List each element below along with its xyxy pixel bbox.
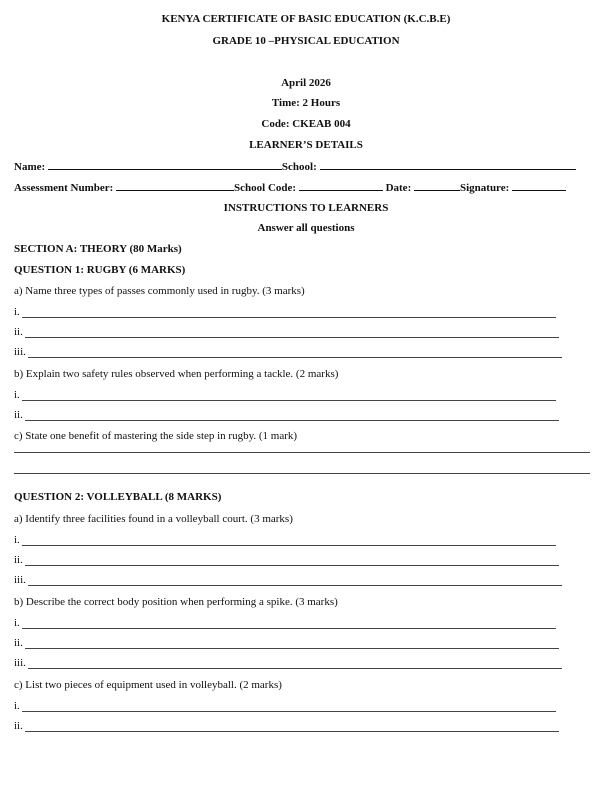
answer-line-1a-iii[interactable] (14, 346, 562, 358)
answer-rule (25, 557, 559, 566)
name-school-row (14, 160, 576, 173)
school-label: School: (281, 161, 317, 173)
assessment-number-label: Assessment Number: (14, 182, 114, 194)
assessment-row (14, 181, 566, 194)
answer-rule (22, 392, 556, 401)
school-field[interactable] (320, 160, 576, 170)
numeral-i: i. (14, 700, 20, 712)
assessment-number-field[interactable] (116, 181, 234, 191)
signature-field[interactable] (512, 181, 566, 191)
question-1-title: QUESTION 1: RUGBY (6 MARKS) (14, 264, 186, 276)
question-2a: a) Identify three facilities found in a volleyball court. (3 marks) (14, 513, 293, 525)
answer-line-1c-2[interactable] (14, 473, 590, 474)
numeral-ii: ii. (14, 554, 23, 566)
answer-line-1c-1[interactable] (14, 452, 590, 453)
answer-line-2b-i[interactable] (14, 617, 556, 629)
answer-line-2b-ii[interactable] (14, 637, 559, 649)
subject-title: GRADE 10 –PHYSICAL EDUCATION (212, 35, 400, 47)
question-1c: c) State one benefit of mastering the side step in rugby. (1 mark) (14, 430, 298, 442)
answer-line-2b-iii[interactable] (14, 657, 562, 669)
answer-rule (28, 660, 562, 669)
answer-rule (25, 412, 559, 421)
section-a-title: SECTION A: THEORY (80 Marks) (14, 243, 182, 255)
answer-rule (22, 703, 556, 712)
school-code-label: School Code: (234, 182, 297, 194)
numeral-i: i. (14, 534, 20, 546)
instructions-heading: INSTRUCTIONS TO LEARNERS (223, 202, 389, 214)
instructions-text: Answer all questions (257, 222, 355, 234)
question-1a: a) Name three types of passes commonly used in rugby. (3 marks) (14, 285, 305, 297)
date-field[interactable] (414, 181, 460, 191)
answer-line-2a-ii[interactable] (14, 554, 559, 566)
exam-date: April 2026 (281, 77, 331, 89)
question-2b: b) Describe the correct body position when performing a spike. (3 marks) (14, 596, 338, 608)
answer-rule (22, 309, 556, 318)
question-2-title: QUESTION 2: VOLLEYBALL (8 MARKS) (14, 491, 222, 503)
answer-line-2c-ii[interactable] (14, 720, 559, 732)
answer-rule (25, 723, 559, 732)
school-code-field[interactable] (299, 181, 383, 191)
answer-rule (25, 329, 559, 338)
name-field[interactable] (48, 160, 282, 170)
answer-line-1a-ii[interactable] (14, 326, 559, 338)
numeral-ii: ii. (14, 326, 23, 338)
answer-line-2c-i[interactable] (14, 700, 556, 712)
numeral-ii: ii. (14, 637, 23, 649)
question-1b: b) Explain two safety rules observed when performing a tackle. (2 marks) (14, 368, 339, 380)
answer-rule (25, 640, 559, 649)
numeral-iii: iii. (14, 657, 26, 669)
name-label: Name: (14, 161, 46, 173)
numeral-ii: ii. (14, 409, 23, 421)
numeral-ii: ii. (14, 720, 23, 732)
answer-rule (22, 537, 556, 546)
exam-title: KENYA CERTIFICATE OF BASIC EDUCATION (K.C.B.E) (161, 13, 451, 25)
answer-line-1a-i[interactable] (14, 306, 556, 318)
answer-line-1b-i[interactable] (14, 389, 556, 401)
date-label: Date: (385, 182, 412, 194)
exam-code: Code: CKEAB 004 (261, 118, 351, 130)
answer-line-1b-ii[interactable] (14, 409, 559, 421)
exam-time: Time: 2 Hours (271, 97, 341, 109)
numeral-i: i. (14, 617, 20, 629)
answer-rule (28, 349, 562, 358)
answer-line-2a-iii[interactable] (14, 574, 562, 586)
numeral-i: i. (14, 389, 20, 401)
numeral-i: i. (14, 306, 20, 318)
answer-rule (28, 577, 562, 586)
answer-rule (22, 620, 556, 629)
numeral-iii: iii. (14, 346, 26, 358)
answer-line-2a-i[interactable] (14, 534, 556, 546)
numeral-iii: iii. (14, 574, 26, 586)
question-2c: c) List two pieces of equipment used in volleyball. (2 marks) (14, 679, 282, 691)
learner-details-heading: LEARNER’S DETAILS (249, 139, 363, 151)
signature-label: Signature: (459, 182, 510, 194)
